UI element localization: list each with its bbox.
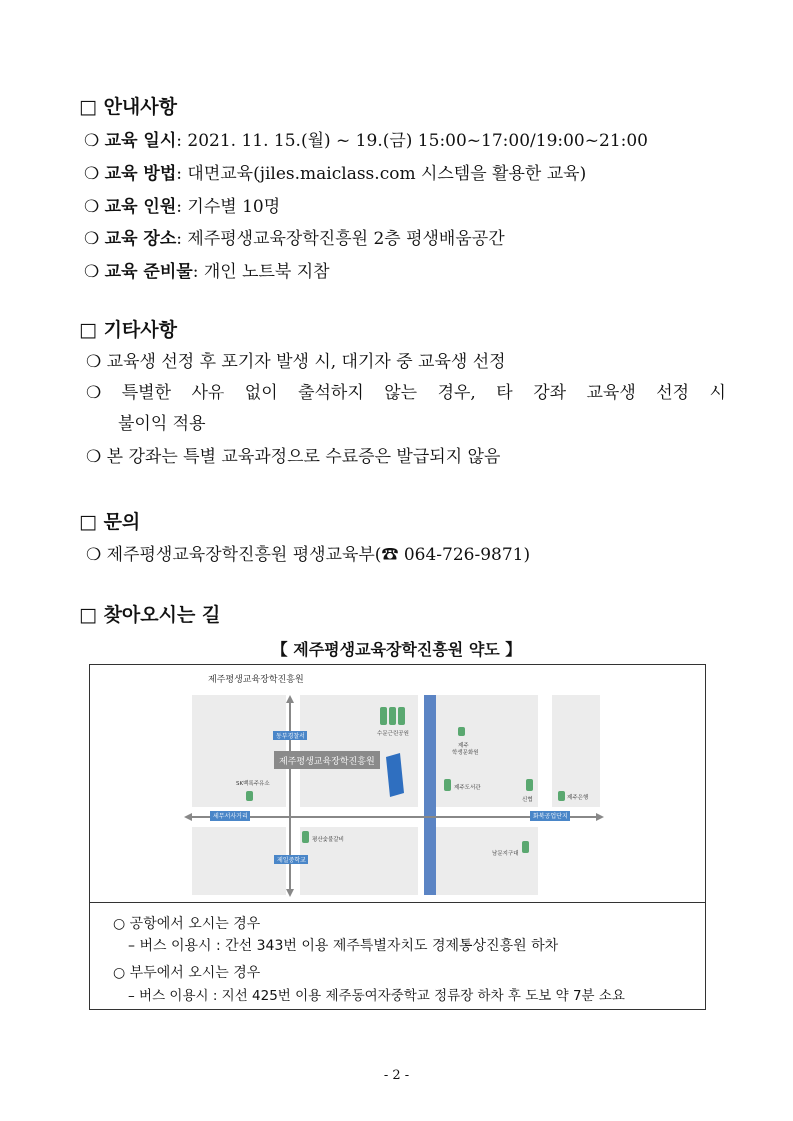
map-landmark [398,707,405,725]
map-landmark [444,779,451,791]
info-label: 교육 인원 [104,197,177,217]
other-item: ❍ 본 강좌는 특별 교육과정으로 수료증은 발급되지 않음 [86,447,501,467]
map-label-pyeongsan: 평산숯불갈비 [312,837,344,843]
map-stream [424,695,436,895]
map-road-arrow [596,813,604,821]
info-value: : 2021. 11. 15.(월) ~ 19.(금) 15:00~17:00/19:00~21:00 [176,131,648,151]
map-header: 제주평생교육장학진흥원 [208,675,304,685]
map-title: 【 제주평생교육장학진흥원 약도 】 [271,640,522,659]
map-tag-sports: 화북공업단지 [533,813,568,820]
map-divider [90,902,705,903]
map-block [192,695,286,807]
map-label-library: 제주도서관 [454,785,481,791]
map-callout-text: 제주평생교육장학진흥원 [279,757,375,767]
map-landmark [380,707,387,725]
map-tag-jeil: 제일중학교 [277,857,306,864]
map-road-arrow [286,695,294,703]
other-item-continued: 불이익 적용 [118,414,206,434]
other-item: ❍ 교육생 선정 후 포기자 발생 시, 대기자 중 교육생 선정 [86,352,506,372]
map-label: 제주 [458,743,469,749]
page-number: - 2 - [383,1068,410,1083]
other-item-text: 본 강좌는 특별 교육과정으로 수료증은 발급되지 않음 [106,447,501,467]
info-item-date: ❍ 교육 일시: 2021. 11. 15.(월) ~ 19.(금) 15:00~17:00/19:00~21:00 [84,131,648,151]
other-item-text: 특별한 사유 없이 출석하지 않는 경우, 타 강좌 교육생 선정 시 [121,383,726,403]
port-heading: ○ 부두에서 오시는 경우 [113,965,261,981]
info-item-supplies: ❍ 교육 준비물: 개인 노트북 지참 [84,262,330,282]
airport-detail: – 버스 이용시 : 간선 343번 이용 제주특별자치도 경제통상진흥원 하차 [128,938,559,954]
map-landmark [526,779,533,791]
info-label: 교육 방법 [104,164,177,184]
map-label-shinhyup: 신협 [522,797,533,803]
info-value: : 제주평생교육장학진흥원 2층 평생배움공간 [176,229,505,249]
contact-line: ❍ 제주평생교육장학진흥원 평생교육부(☎ 064-726-9871) [86,545,531,565]
location-map [90,665,705,903]
info-section-title: □ 안내사항 [79,96,177,118]
other-item-text: 교육생 선정 후 포기자 발생 시, 대기자 중 교육생 선정 [106,352,506,372]
map-label-sk: SK백록주유소 [236,781,270,787]
map-label: 학생문화원 [452,750,479,756]
directions-section-title: □ 찾아오시는 길 [79,604,221,626]
other-section-title: □ 기타사항 [79,319,177,341]
info-value: : 기수별 10명 [176,197,281,217]
map-label-bank: 제주은행 [567,795,589,801]
info-value: : 대면교육(jiles.maiclass.com 시스템을 활용한 교육) [176,164,587,184]
info-label: 교육 일시 [104,131,177,151]
info-item-place: ❍ 교육 장소: 제주평생교육장학진흥원 2층 평생배움공간 [84,229,505,249]
contact-text: 제주평생교육장학진흥원 평생교육부(☎ 064-726-9871) [106,545,531,565]
map-label-namgu: 남문지구대 [492,851,519,857]
directions-box [89,664,706,1010]
map-landmark [246,791,253,801]
map-landmark [558,791,565,801]
info-value: : 개인 노트북 지참 [192,262,330,282]
map-landmark [458,727,465,736]
port-detail: – 버스 이용시 : 지선 425번 이용 제주동여자중학교 정류장 하차 후 도보 약 7분 소요 [128,988,625,1004]
info-label: 교육 장소 [104,229,177,249]
map-landmark [302,831,309,843]
map-tag-dongbu: 동부경찰서 [276,733,305,740]
map-landmark [522,841,529,853]
map-block [192,827,286,895]
map-tag-semu: 세무서사거리 [213,813,248,820]
contact-section-title: □ 문의 [79,511,141,533]
airport-heading: ○ 공항에서 오시는 경우 [113,916,261,932]
info-item-method: ❍ 교육 방법: 대면교육(jiles.maiclass.com 시스템을 활용한 교육) [84,164,587,184]
info-label: 교육 준비물 [104,262,193,282]
map-landmark [389,707,396,725]
map-label-sumun: 수문근린공원 [377,731,409,737]
map-road-arrow [184,813,192,821]
other-item: ❍ 특별한 사유 없이 출석하지 않는 경우, 타 강좌 교육생 선정 시 [86,383,726,403]
map-road-arrow [286,889,294,897]
map-block [552,695,600,807]
map-block [436,827,538,895]
info-item-capacity: ❍ 교육 인원: 기수별 10명 [84,197,281,217]
